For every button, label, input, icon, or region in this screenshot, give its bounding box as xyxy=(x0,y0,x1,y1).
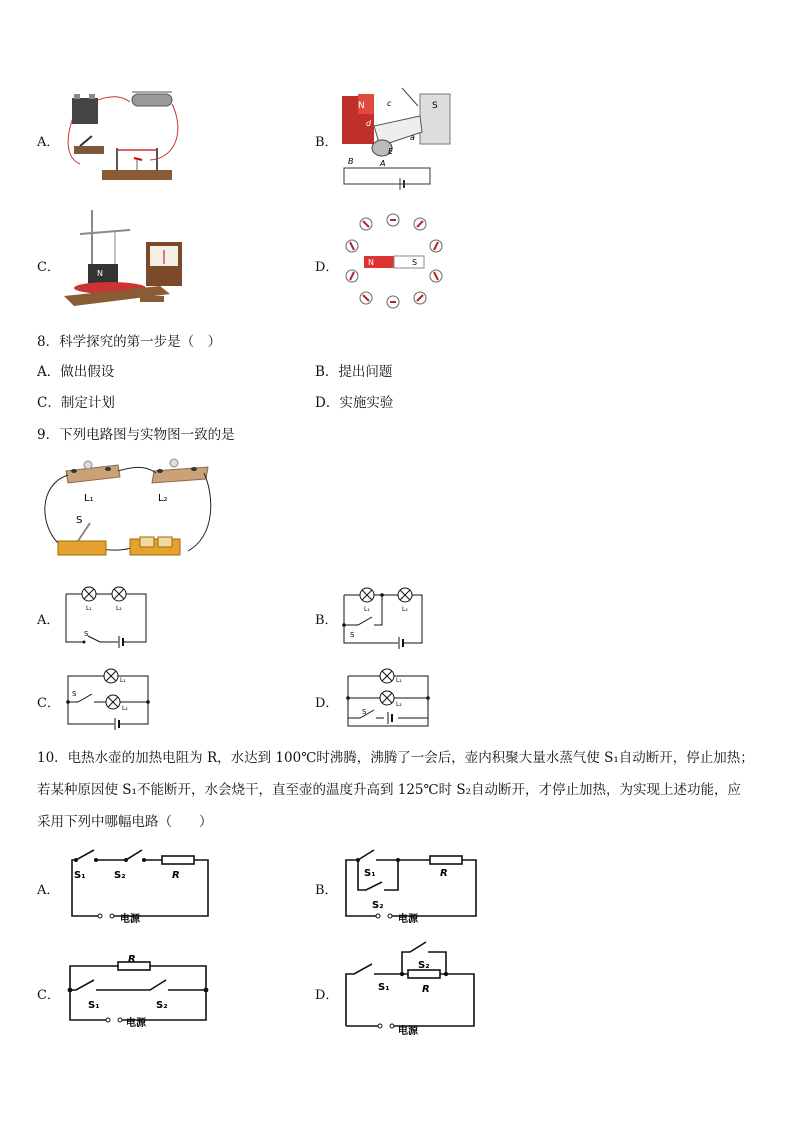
q9-photo-label-l1: L₁ xyxy=(84,493,94,504)
q10-stem-line-2: 若某种原因使 S₁不能断开，水会烧干，直至壶的温度升高到 125℃时 S₂自动断开，才停止加热，为实现上述功能，应 xyxy=(37,782,742,798)
q10-circuit-d xyxy=(342,940,480,1036)
q10-circuit-b xyxy=(342,846,480,926)
q7-figure-c xyxy=(60,208,188,312)
q10-circ-s1-label: S₁ xyxy=(378,982,390,993)
q9-circ-l1-label: L₁ xyxy=(396,677,402,684)
fig-b-label-c: c xyxy=(387,99,392,108)
q8-stem: 8．科学探究的第一步是（ ） xyxy=(37,334,222,350)
q10-stem-line-1: 10．电热水壶的加热电阻为 R，水达到 100℃时沸腾，沸腾了一会后，壶内积聚大量水蒸气使 S₁自动断开，停止加热； xyxy=(37,750,754,766)
q8-option-d[interactable]: D．实施实验 xyxy=(315,395,394,411)
fig-b-label-s: S xyxy=(432,101,438,111)
q7-figure-d xyxy=(340,212,446,312)
q10-circuit-c xyxy=(66,954,212,1034)
q9-circuit-a xyxy=(64,584,148,646)
q9-photo-label-l2: L₂ xyxy=(158,493,168,504)
q10-circ-s1-label: S₁ xyxy=(74,870,86,881)
q9-circ-l1-label: L₁ xyxy=(364,606,370,613)
q10-circ-s2-label: S₂ xyxy=(418,960,430,971)
q9-circ-s-label: S xyxy=(362,708,367,716)
q10-circ-s2-label: S₂ xyxy=(156,1000,168,1011)
q7-option-a-label: A． xyxy=(37,135,60,150)
q10-circ-s1-label: S₁ xyxy=(364,868,376,879)
q9-circ-s-label: S xyxy=(350,631,355,639)
q7-figure-a xyxy=(62,88,184,190)
q8-option-c[interactable]: C．制定计划 xyxy=(37,395,115,411)
fig-d-label-n: N xyxy=(368,258,374,267)
q10-option-c-label: C． xyxy=(37,988,60,1003)
q10-circ-r-label: R xyxy=(128,954,136,965)
q10-circ-s2-label: S₂ xyxy=(114,870,126,881)
q10-option-a-label: A． xyxy=(37,883,60,898)
q9-stem: 9．下列电路图与实物图一致的是 xyxy=(37,427,235,443)
q9-circuit-c xyxy=(64,668,150,734)
q9-physical-circuit xyxy=(38,455,212,565)
fig-c-label-n: N xyxy=(97,269,103,278)
q7-option-b-label: B． xyxy=(315,135,338,150)
q9-circ-l2-label: L₂ xyxy=(122,705,128,712)
q10-circ-src-label: 电源 xyxy=(120,914,140,925)
q10-circ-src-label: 电源 xyxy=(398,1026,418,1037)
q10-option-b-label: B． xyxy=(315,883,338,898)
fig-b-label-n: N xyxy=(358,101,365,111)
q9-option-d-label: D． xyxy=(315,696,339,711)
q7-figure-b xyxy=(340,86,462,194)
fig-b-label-d: d xyxy=(366,119,372,128)
q7-option-c-label: C． xyxy=(37,260,60,275)
q9-circ-l1-label: L₁ xyxy=(86,605,92,612)
q10-circ-r-label: R xyxy=(440,868,448,879)
q9-circ-l1-label: L₁ xyxy=(120,677,126,684)
q9-circ-l2-label: L₂ xyxy=(396,701,402,708)
q10-circ-r-label: R xyxy=(172,870,180,881)
q7-option-d-label: D． xyxy=(315,260,339,275)
q9-circ-s-label: S xyxy=(72,690,77,698)
q8-option-b[interactable]: B．提出问题 xyxy=(315,364,393,380)
q10-circ-r-label: R xyxy=(422,984,430,995)
q9-option-c-label: C． xyxy=(37,696,60,711)
fig-d-label-s: S xyxy=(412,258,418,267)
fig-b-label-big-a: A xyxy=(380,159,386,168)
q9-option-a-label: A． xyxy=(37,613,60,628)
q10-circ-src-label: 电源 xyxy=(398,914,418,925)
q10-stem-line-3: 采用下列中哪幅电路（ ） xyxy=(37,814,213,830)
q8-option-a[interactable]: A．做出假设 xyxy=(37,364,115,380)
fig-b-label-a: a xyxy=(410,133,415,142)
q10-circ-s1-label: S₁ xyxy=(88,1000,100,1011)
q9-circ-s-label: S xyxy=(84,630,89,638)
q10-circ-s2-label: S₂ xyxy=(372,900,384,911)
q9-circ-l2-label: L₂ xyxy=(116,605,122,612)
q9-circ-l2-label: L₂ xyxy=(402,606,408,613)
q9-circuit-b xyxy=(342,585,424,647)
q9-photo-label-s: S xyxy=(76,515,83,526)
q10-circ-src-label: 电源 xyxy=(126,1018,146,1029)
q9-option-b-label: B． xyxy=(315,613,338,628)
q9-circuit-d xyxy=(344,668,430,732)
q10-option-d-label: D． xyxy=(315,988,339,1003)
fig-b-label-b: B xyxy=(348,157,354,166)
fig-b-label-e: E xyxy=(388,147,394,156)
q10-circuit-a xyxy=(70,846,212,926)
